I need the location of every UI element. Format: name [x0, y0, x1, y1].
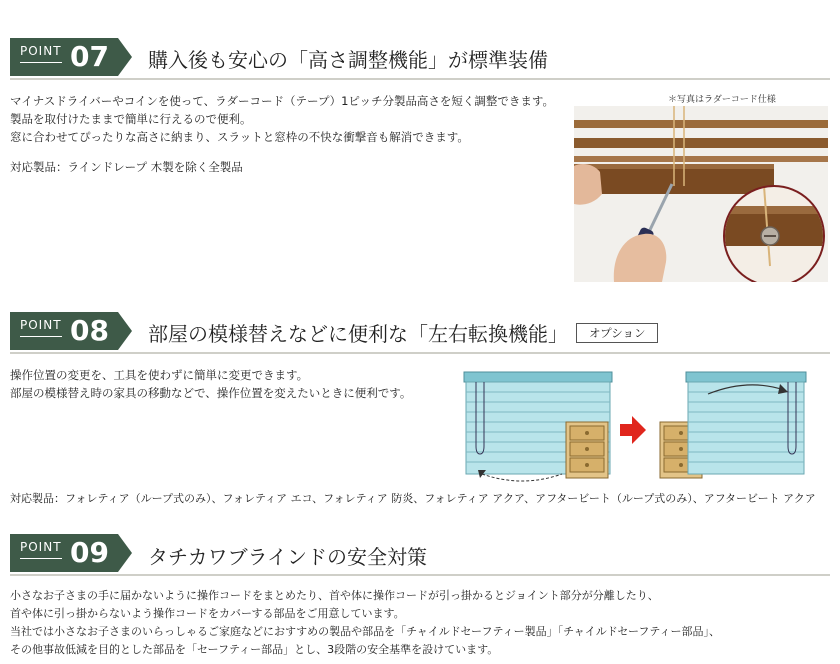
point-07-heading: 購入後も安心の「高さ調整機能」が標準装備 — [148, 48, 548, 72]
point-number: 07 — [70, 40, 109, 73]
photo-note: ＊写真はラダーコード仕様 — [668, 95, 776, 105]
description-line: 操作位置の変更を、工具を使わずに簡単に変更できます。 — [10, 368, 309, 382]
point-label: POINT — [20, 318, 62, 332]
point-09-description — [10, 587, 720, 659]
divider — [10, 78, 830, 80]
point-label: POINT — [20, 540, 62, 554]
left-right-switch-diagram — [462, 366, 810, 488]
point-number: 09 — [70, 536, 109, 569]
height-adjust-photo — [574, 106, 828, 282]
point-07-target-products: 対応製品：ラインドレープ 木製を除く全製品 — [10, 160, 243, 174]
divider — [10, 574, 830, 576]
point-08-badge — [10, 312, 132, 350]
point-08-description — [10, 366, 411, 402]
description-line: 窓に合わせてぴったりな高さに納まり、スラットと窓枠の不快な衝撃音も解消できます。 — [10, 130, 469, 144]
point-07-description — [10, 92, 554, 146]
point-number: 08 — [70, 314, 109, 347]
heading-text: 部屋の模様替えなどに便利な「左右転換機能」 — [148, 322, 568, 346]
point-08-heading — [148, 318, 658, 347]
description-line: 小さなお子さまの手に届かないように操作コードをまとめたり、首や体に操作コードが引っ掛かるとジョイント部分が分離したり、 — [10, 589, 659, 602]
point-09-badge — [10, 534, 132, 572]
description-line: マイナスドライバーやコインを使って、ラダーコード（テープ）1ピッチ分製品高さを短く調整できます。 — [10, 94, 555, 108]
description-line: 製品を取付けたままで簡単に行えるので便利。 — [10, 112, 252, 126]
description-line: 部屋の模様替え時の家具の移動などで、操作位置を変えたいときに便利です。 — [10, 386, 412, 400]
point-label: POINT — [20, 44, 62, 58]
description-line: 首や体に引っ掛からないよう操作コードをカバーする部品をご用意しています。 — [10, 607, 405, 620]
point-08-target-products: 対応製品：フォレティア（ループ式のみ）、フォレティア エコ、フォレティア 防炎、フォレティア アクア、アフタービート（ループ式のみ）、アフタービート アクア — [10, 492, 816, 505]
point-07-badge — [10, 38, 132, 76]
point-09-heading: タチカワブラインドの安全対策 — [148, 545, 427, 569]
description-line: その他事故低減を目的とした部品を「セーフティー部品」とし、3段階の安全基準を設けています。 — [10, 643, 499, 656]
description-line: 当社では小さなお子さまのいらっしゃるご家庭などにおすすめの製品や部品を「チャイルドセーフティー製品」「チャイルドセーフティー部品」、 — [10, 625, 721, 638]
divider — [10, 352, 830, 354]
option-tag: オプション — [576, 323, 658, 343]
